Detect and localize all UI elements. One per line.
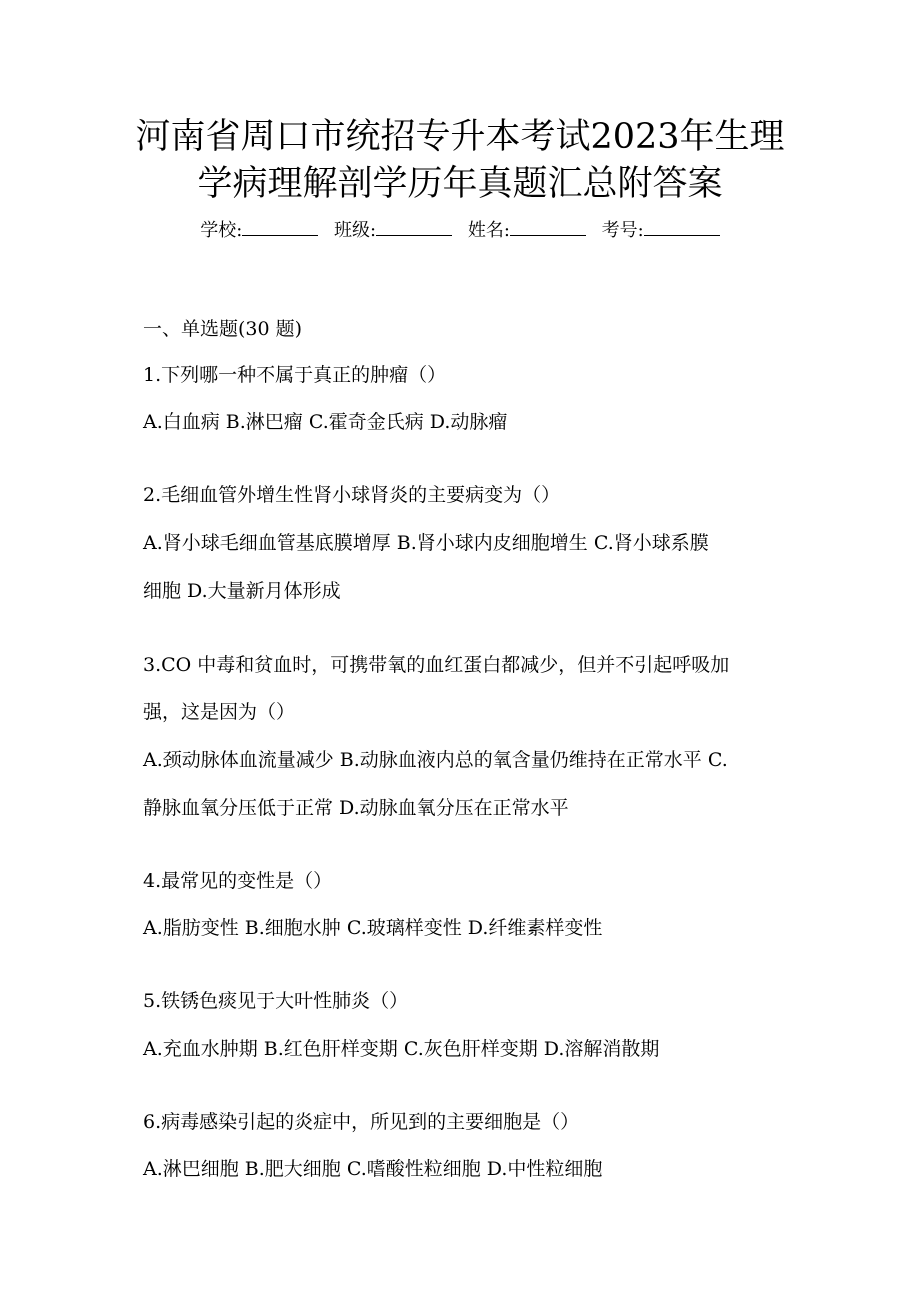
info-label-exam-number: 考号: bbox=[601, 220, 644, 241]
question-3-stem-line-2: 强，这是因为（） bbox=[143, 701, 296, 723]
question-4-stem: 4.最常见的变性是（） bbox=[143, 870, 333, 892]
question-5-stem: 5.铁锈色痰见于大叶性肺炎（） bbox=[143, 990, 409, 1012]
info-field-exam-number bbox=[602, 217, 720, 244]
exam-number-blank[interactable] bbox=[644, 217, 720, 236]
question-1-stem: 1.下列哪一种不属于真正的肿瘤（） bbox=[143, 364, 447, 386]
info-field-name bbox=[468, 217, 586, 244]
question-6-options: A.淋巴细胞 B.肥大细胞 C.嗜酸性粒细胞 D.中性粒细胞 bbox=[143, 1158, 603, 1180]
info-field-class bbox=[334, 217, 452, 244]
question-2-options-line-1: A.肾小球毛细血管基底膜增厚 B.肾小球内皮细胞增生 C.肾小球系膜 bbox=[143, 532, 709, 554]
question-1-options: A.白血病 B.淋巴瘤 C.霍奇金氏病 D.动脉瘤 bbox=[143, 411, 508, 433]
question-3-stem-line-1: 3.CO 中毒和贫血时，可携带氧的血红蛋白都减少，但并不引起呼吸加 bbox=[143, 654, 730, 676]
question-3-options-line-1: A.颈动脉体血流量减少 B.动脉血液内总的氧含量仍维持在正常水平 C. bbox=[143, 749, 728, 771]
info-label-school: 学校: bbox=[200, 220, 243, 241]
document-title-line-1: 河南省周口市统招专升本考试2023年生理 bbox=[135, 117, 785, 157]
class-blank[interactable] bbox=[376, 217, 452, 236]
question-2-options-line-2: 细胞 D.大量新月体形成 bbox=[143, 580, 341, 602]
question-5-options: A.充血水肿期 B.红色肝样变期 C.灰色肝样变期 D.溶解消散期 bbox=[143, 1038, 660, 1060]
info-field-school bbox=[200, 217, 318, 244]
student-info-row bbox=[0, 217, 920, 244]
question-3-options-line-2: 静脉血氧分压低于正常 D.动脉血氧分压在正常水平 bbox=[143, 797, 569, 819]
section-heading: 一、单选题(30 题) bbox=[143, 318, 303, 340]
name-blank[interactable] bbox=[510, 217, 586, 236]
question-6-stem: 6.病毒感染引起的炎症中，所见到的主要细胞是（） bbox=[143, 1111, 580, 1133]
question-4-options: A.脂肪变性 B.细胞水肿 C.玻璃样变性 D.纤维素样变性 bbox=[143, 917, 603, 939]
school-blank[interactable] bbox=[242, 217, 318, 236]
question-2-stem: 2.毛细血管外增生性肾小球肾炎的主要病变为（） bbox=[143, 484, 561, 506]
info-label-class: 班级: bbox=[334, 220, 377, 241]
document-title-line-2: 学病理解剖学历年真题汇总附答案 bbox=[197, 164, 723, 204]
info-label-name: 姓名: bbox=[467, 220, 510, 241]
